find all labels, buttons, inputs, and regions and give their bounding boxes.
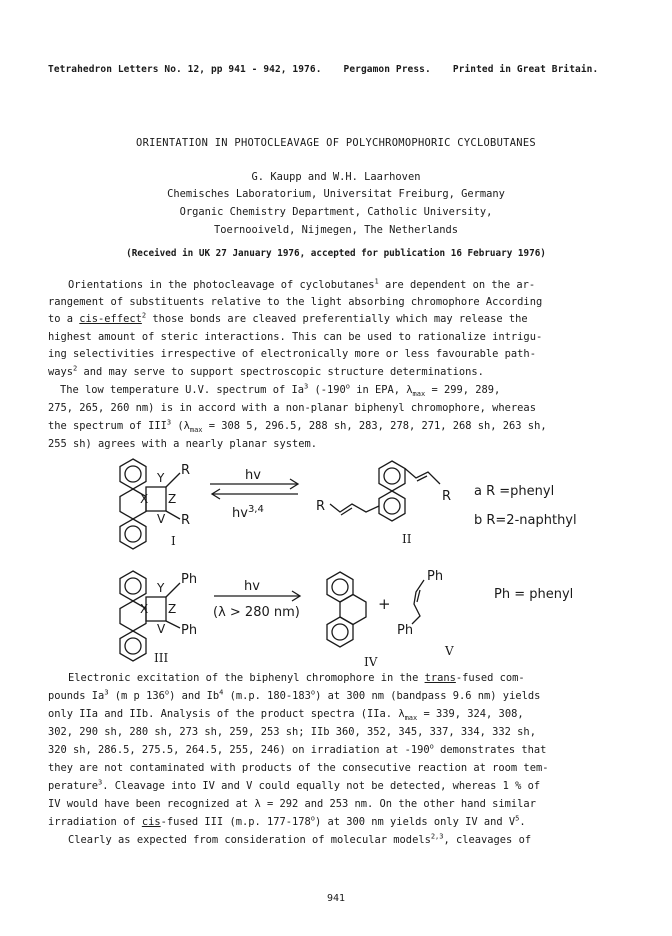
compound-IV-structure bbox=[327, 572, 366, 647]
substituent-r: R bbox=[316, 499, 326, 514]
journal-citation: Tetrahedron Letters No. 12, pp 941 - 942, 1976. bbox=[48, 64, 322, 75]
text-line: Electronic excitation of the biphenyl chromophore in the trans-fused com- bbox=[68, 672, 525, 684]
legend-a: a R =phenyl bbox=[474, 484, 555, 499]
text-line: irradiation of cis-fused III (m.p. 177-178$^o$) at 300 nm yields only IV and $V^5$. bbox=[48, 814, 526, 828]
substituent-r: R bbox=[442, 489, 452, 504]
substituent-ph: Ph bbox=[181, 623, 198, 638]
ring-label-x: X bbox=[140, 492, 149, 506]
compound-label-V: V bbox=[445, 644, 454, 658]
ring-label-x: X bbox=[140, 602, 149, 616]
text-line: perature$^3$. Cleavage into IV and V could equally not be detected, whereas 1 % of bbox=[48, 778, 541, 792]
text-line: IV would have been recognized at λ = 292 and 253 nm. On the other hand similar bbox=[48, 798, 536, 810]
authors: G. Kaupp and W.H. Laarhoven bbox=[251, 171, 421, 183]
ring-label-y: Y bbox=[157, 471, 165, 485]
received-date: (Received in UK 27 January 1976, accepted for publication 16 February 1976) bbox=[126, 248, 546, 259]
substituent-ph: Ph bbox=[427, 569, 444, 584]
hv-label: hv bbox=[244, 579, 260, 594]
text-line: pounds Ia$^3$ (m p 136$^o$) and Ib$^4$ (m.p. 180-183$^o$) at 300 nm (bandpass 9.6 nm) yields bbox=[48, 688, 541, 702]
text-line: Clearly as expected from consideration of molecular models$^{2,3}$, cleavages of bbox=[68, 832, 532, 846]
compound-II-structure bbox=[330, 461, 440, 521]
irradiation-condition: (λ > 280 nm) bbox=[213, 605, 300, 620]
text-line: 275, 265, 260 nm) is in accord with a non-planar biphenyl chromophore, whereas bbox=[48, 402, 536, 414]
compound-V-structure bbox=[412, 580, 424, 624]
text-line: Orientations in the photocleavage of cyclobutanes$^1$ are dependent on the ar- bbox=[68, 277, 536, 291]
legend-b: b R=2-naphthyl bbox=[474, 513, 577, 528]
hv-label: hv bbox=[245, 468, 261, 483]
text-line: to a cis-effect$^2$ those bonds are cleaved preferentially which may release the bbox=[48, 311, 528, 325]
printed-in: Printed in Great Britain. bbox=[452, 64, 599, 75]
text-line: 302, 290 sh, 280 sh, 273 sh, 259, 253 sh; IIb 360, 352, 345, 337, 334, 332 sh, bbox=[48, 726, 536, 738]
text-line: they are not contaminated with products of the consecutive reaction at room tem- bbox=[48, 762, 549, 774]
scheme-labels bbox=[140, 463, 577, 669]
compound-label-I: I bbox=[171, 534, 176, 548]
ring-label-v: V bbox=[157, 622, 166, 636]
plus-sign: + bbox=[378, 595, 391, 613]
ring-label-z: Z bbox=[168, 602, 177, 616]
compound-label-II: II bbox=[402, 532, 412, 546]
affiliation-line-1: Chemisches Laboratorium, Universitat Freiburg, Germany bbox=[167, 188, 505, 200]
page-number: 941 bbox=[326, 893, 346, 904]
affiliation-line-3: Toernooiveld, Nijmegen, The Netherlands bbox=[214, 224, 458, 236]
text-line: ing selectivities irrespective of electronically more or less favourable path- bbox=[48, 348, 536, 360]
text-line: 320 sh, 286.5, 275.5, 264.5, 255, 246) on irradiation at -190$^o$ demonstrates that bbox=[48, 742, 547, 756]
publisher: Pergamon Press. bbox=[343, 64, 431, 75]
ring-label-v: V bbox=[157, 512, 166, 526]
text-line: rangement of substituents relative to the light absorbing chromophore According bbox=[48, 296, 543, 308]
compound-label-IV: IV bbox=[364, 655, 378, 669]
ring-label-y: Y bbox=[157, 581, 165, 595]
ring-label-z: Z bbox=[168, 492, 177, 506]
article-title: ORIENTATION IN PHOTOCLEAVAGE OF POLYCHROMOPHORIC CYCLOBUTANES bbox=[136, 137, 536, 149]
affiliation-line-2: Organic Chemistry Department, Catholic University, bbox=[179, 206, 493, 218]
compound-label-III: III bbox=[154, 651, 169, 665]
substituent-r: R bbox=[181, 513, 191, 528]
phenyl-definition: Ph = phenyl bbox=[494, 587, 574, 602]
substituent-r: R bbox=[181, 463, 191, 478]
compound-III-structure bbox=[120, 571, 180, 661]
text-line: the spectrum of III$^3$ ($\lambda_{max} = 308$ 5, 296.5, 288 sh, 283, 278, 271, 268 sh, 263 sh, bbox=[48, 418, 547, 435]
hv-back-label: hv$^{3,4}$ bbox=[232, 504, 264, 521]
text-line: only IIa and IIb. Analysis of the product spectra (IIa. $\lambda_{max} = 339$, 324, 308, bbox=[48, 708, 524, 723]
text-line: 255 sh) agrees with a nearly planar system. bbox=[48, 438, 317, 450]
text-line: ways$^2$ and may serve to support spectroscopic structure determinations. bbox=[48, 364, 484, 378]
text-line: The low temperature U.V. spectrum of Ia$^3$ (-190$^o$ in EPA, $\lambda_{max} = 299$, 289, bbox=[60, 382, 501, 399]
text-line: highest amount of steric interactions. This can be used to rationalize intrigu- bbox=[48, 331, 543, 343]
substituent-ph: Ph bbox=[397, 623, 414, 638]
substituent-ph: Ph bbox=[181, 572, 198, 587]
